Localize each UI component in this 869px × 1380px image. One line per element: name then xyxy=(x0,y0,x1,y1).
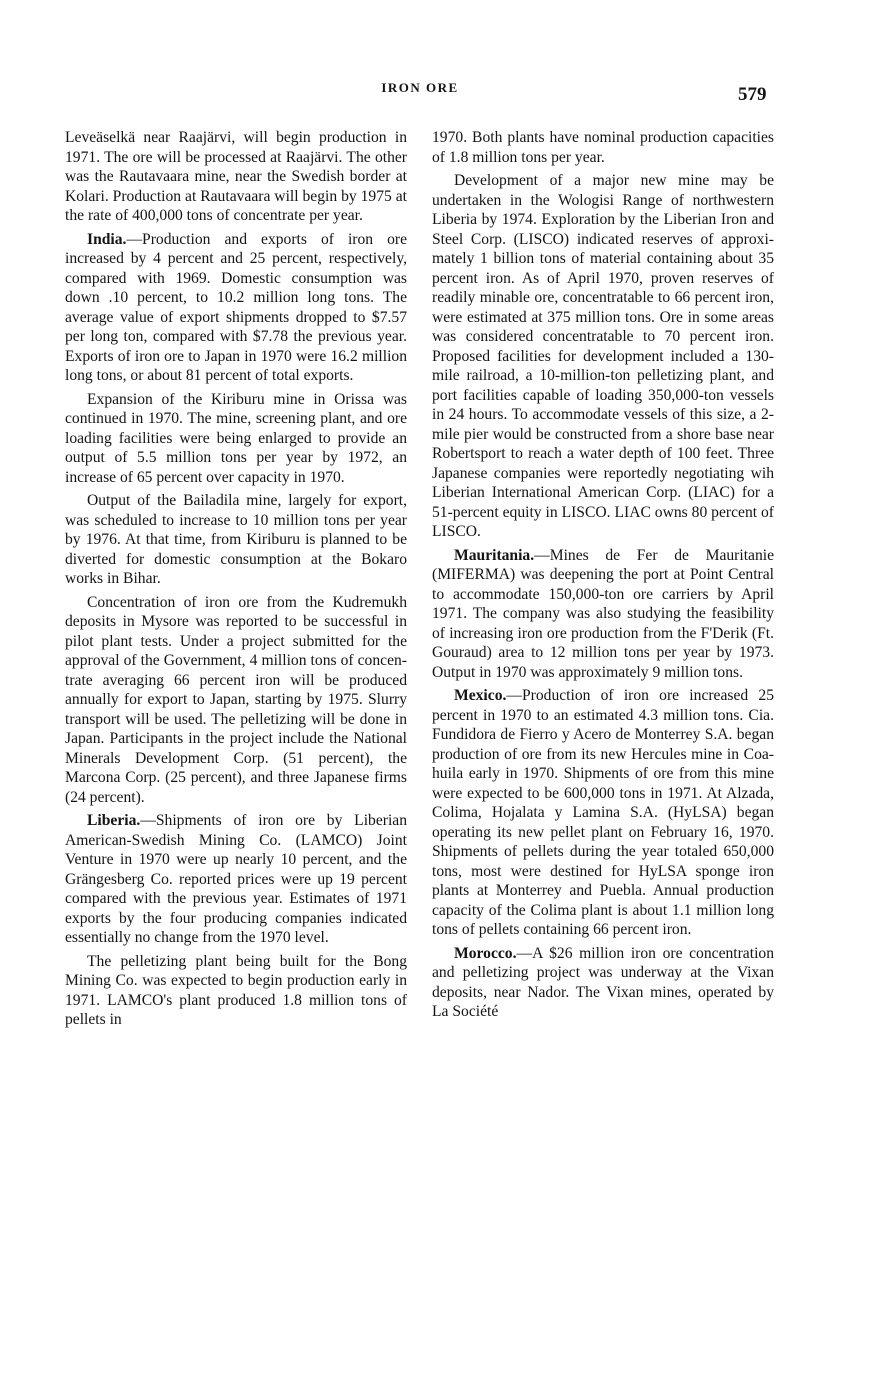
paragraph-text: —Shipments of iron ore by Liberian American-Swedish Mining Co. (LAMCO) Joint Venture in 1970 were up nearly 10 percent, and the Grängesberg Co. reported prices were up 19 percent compared with the previous year. Estimates of 1971 exports by the four producing companies indicated essentially no change from the 1970 level. xyxy=(65,812,407,946)
paragraph xyxy=(65,390,407,488)
paragraph xyxy=(432,546,774,683)
paragraph-text: Development of a major new mine may be undertaken in the Wologisi Range of northwestern Liberia by 1974. Exploration by the Liberian Iron and Steel Corp. (LISCO) indicated reserves of approximately 1 billion tons of material containing about 35 percent iron. As of April 1970, proven reserves of readily minable ore, concentratable to 66 percent iron, were estimated at 375 million tons. Ore in some areas was considered concentratable to 70 percent iron. Proposed facilities for development included a 130-mile railroad, a 10-million-ton pelletizing plant, and port facilities capable of loading 350,000-ton vessels in 24 hours. To accommodate vessels of this size, a 2-mile pier would be constructed from a shore base near Robertsport to reach a water depth of 100 feet. Three Japanese companies were reportedly negotiating wih Liberian International American Corp. (LIAC) for a 51-percent equity in LISCO. LIAC owns 80 percent of LISCO. xyxy=(432,172,774,540)
paragraph-text: The pelletizing plant being built for the Bong Mining Co. was expected to begin production early in 1971. LAMCO's plant produced 1.8 million tons of pellets in xyxy=(65,952,407,1028)
paragraph-text: —Production of iron ore increased 25 percent in 1970 to an estimated 4.3 million tons. Cia. Fundidora de Fierro y Acero de Monterrey S.A. began production of ore from its new Hercules mine in Coahuila early in 1970. Shipments of ore from this mine were expected to be 600,000 tons in 1971. At Alzada, Colima, Hojalata y Lamina S.A. (HyLSA) began operating its new pellet plant on February 16, 1970. Shipments of pellets during the year totaled 650,000 tons, most were destined for HyLSA sponge iron plants at Monterrey and Puebla. Annual production capacity of the Colima plant is about 1.1 million long tons of pellets containing 66 percent iron. xyxy=(432,687,774,938)
paragraph xyxy=(432,128,774,167)
paragraph-text: —Mines de Fer de Mauritanie (MIFERMA) was deepening the port at Point Central to accommodate 150,000-ton ore carriers by April 1971. The company was also studying the feasibility of increasing iron ore production from the F'Derik (Ft. Gouraud) area to 12 million tons per year by 1973. Output in 1970 was approximately 9 million tons. xyxy=(432,546,774,681)
paragraph xyxy=(65,491,407,589)
left-column xyxy=(65,128,407,1034)
paragraph-text: —Production and exports of iron ore increased by 4 percent and 25 percent, respectively, compared with 1969. Domestic consumption was down .10 percent, to 10.2 million long tons. The average value of export shipments dropped to $7.57 per long ton, compared with $7.78 the previous year. Exports of iron ore to Japan in 1970 were 16.2 million long tons, or about 81 percent of total exports. xyxy=(65,230,407,384)
paragraph xyxy=(65,128,407,226)
country-heading: Mauritania. xyxy=(454,546,535,564)
country-heading: Liberia. xyxy=(87,812,141,829)
running-head: IRON ORE xyxy=(381,80,459,95)
right-column xyxy=(432,128,774,1026)
paragraph-text: —A $26 million iron ore concentration and pelletizing project was underway at the Vixan deposits, near Nador. The Vixan mines, operated by La Société xyxy=(432,944,774,1020)
country-heading: India. xyxy=(87,230,127,248)
paragraph xyxy=(432,686,774,940)
paragraph-text: 1970. Both plants have nominal production capacities of 1.8 million tons per year. xyxy=(432,129,774,166)
paragraph xyxy=(432,171,774,542)
page-number: 579 xyxy=(738,84,767,105)
country-heading: Morocco. xyxy=(454,944,517,962)
paragraph xyxy=(432,944,774,1022)
paragraph xyxy=(65,593,407,808)
paragraph xyxy=(65,230,407,386)
paragraph-text: Output of the Bailadila mine, largely for export, was scheduled to increase to 10 million tons per year by 1976. At that time, from Kiriburu is planned to be diverted for domestic consumption at the Bokaro works in Bihar. xyxy=(65,492,407,587)
paragraph xyxy=(65,811,407,948)
paragraph xyxy=(65,952,407,1030)
country-heading: Mexico. xyxy=(454,687,507,704)
paragraph-text: Concentration of iron ore from the Kudremukh deposits in Mysore was reported to be successful in pilot plant tests. Under a project submitted for the approval of the Government, 4 million tons of concentrate averaging 66 percent iron will be produced annually for export to Japan, starting by 1975. Slurry transport will be used. The pelletizing will be done in Japan. Participants in the project include the National Minerals Development Corp. (51 percent), the Marcona Corp. (25 percent), and three Japanese firms (24 percent). xyxy=(65,593,407,806)
paragraph-text: Expansion of the Kiriburu mine in Orissa was continued in 1970. The mine, screening plant, and ore loading facilities were being enlarged to provide an output of 5.5 million tons per year by 1972, an increase of 65 percent over capacity in 1970. xyxy=(65,390,407,486)
paragraph-text: Leveäselkä near Raajärvi, will begin production in 1971. The ore will be processed at Raajärvi. The other was the Rautavaara mine, near the Swedish border at Kolari. Production at Rautavaara will begin by 1975 at the rate of 400,000 tons of concentrate per year. xyxy=(65,129,407,224)
